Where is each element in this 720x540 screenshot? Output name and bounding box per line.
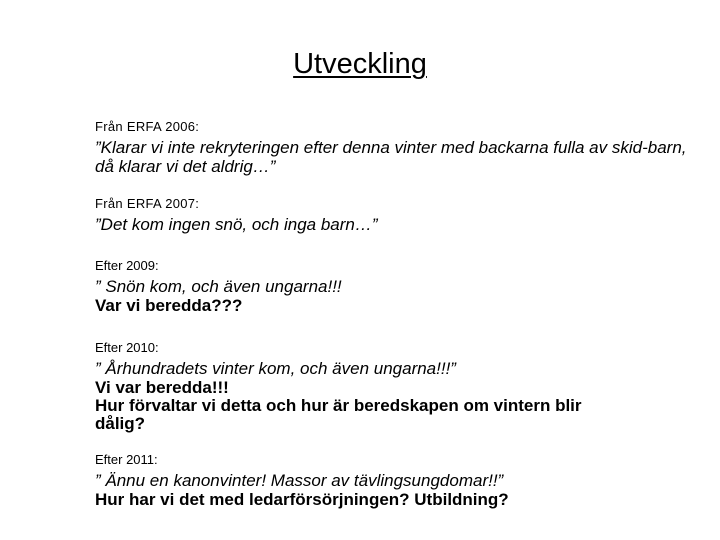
section-quote: ” Ännu en kanonvinter! Massor av tävlingsungdomar!!” — [95, 471, 504, 490]
section-erfa-2007 — [95, 196, 695, 234]
section-quote: ”Klarar vi inte rekryteringen efter denna vinter med backarna fulla av skid-barn, då klarar vi det aldrig…” — [95, 138, 687, 176]
section-efter-2011 — [95, 452, 695, 509]
section-efter-2010 — [95, 340, 695, 433]
section-label: Från ERFA 2007: — [95, 196, 200, 211]
section-quote: ” Århundradets vinter kom, och även ungarna!!!” — [95, 359, 456, 378]
section-label: Efter 2009: — [95, 258, 159, 273]
section-line: Vi var beredda!!! — [95, 378, 229, 397]
section-line: Hur förvaltar vi detta och hur är beredskapen om vintern blir dålig? — [95, 396, 582, 433]
section-quote: ” Snön kom, och även ungarna!!! — [95, 277, 342, 296]
section-label: Efter 2011: — [95, 452, 158, 467]
section-efter-2009 — [95, 258, 695, 315]
section-erfa-2006 — [95, 119, 695, 176]
section-line: Var vi beredda??? — [95, 296, 243, 315]
section-line: Hur har vi det med ledarförsörjningen? Utbildning? — [95, 490, 509, 509]
section-label: Från ERFA 2006: — [95, 119, 200, 134]
section-quote: ”Det kom ingen snö, och inga barn…” — [95, 215, 378, 234]
slide-title: Utveckling — [293, 48, 427, 80]
section-label: Efter 2010: — [95, 340, 159, 355]
